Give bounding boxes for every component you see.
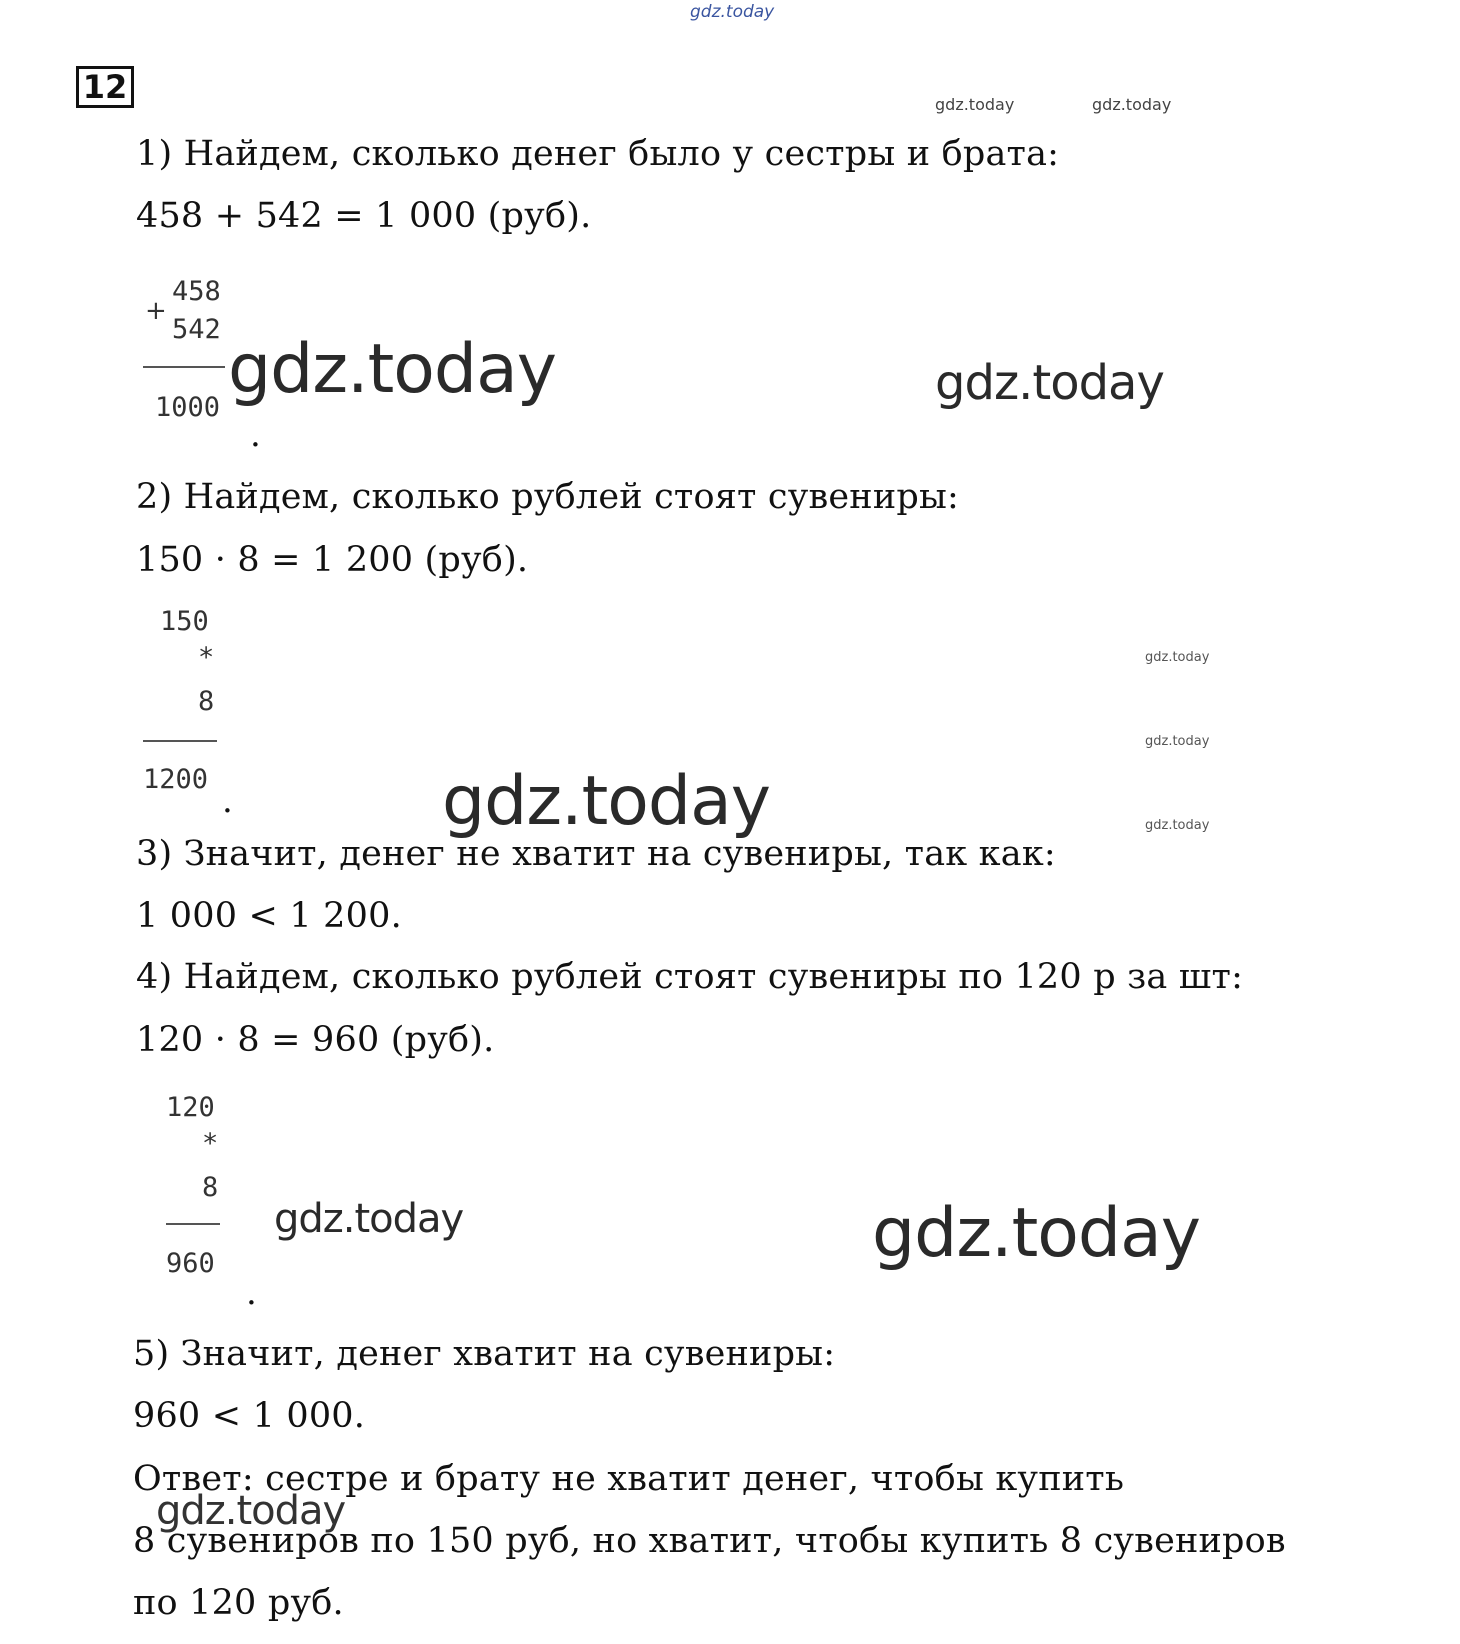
plus-sign: + [145,296,167,326]
step-4-expression: 120 · 8 = 960 (руб). [136,1020,495,1060]
addend-1: 458 [172,276,221,307]
answer-line-1: Ответ: сестре и брату не хватит денег, чтобы купить [133,1459,1125,1499]
step-1-expression: 458 + 542 = 1 000 (руб). [136,196,592,236]
watermark-tiny-3: gdz.today [1145,818,1210,833]
product-result-2: 960 [166,1248,215,1279]
watermark-tiny-2: gdz.today [1145,734,1210,749]
step-3-expression: 1 000 < 1 200. [136,896,402,936]
answer-line-2: 8 сувениров по 150 руб, но хватит, чтобы купить 8 сувениров [133,1521,1286,1561]
factor-4: 8 [202,1172,219,1203]
product-result-1: 1200 [143,764,209,795]
step-5-text: 5) Значит, денег хватит на сувениры: [133,1334,836,1374]
watermark-small-1: gdz.today [935,95,1015,114]
sum-result: 1000 [155,392,221,423]
dot-2: . [222,781,233,821]
watermark-tiny-1: gdz.today [1145,650,1210,665]
watermark-large-2: gdz.today [935,355,1164,411]
task-number: 12 [76,66,134,108]
factor-1: 150 [160,606,209,637]
watermark-top: gdz.today [690,2,775,22]
answer-line-3: по 120 руб. [133,1583,344,1623]
step-2-text: 2) Найдем, сколько рублей стоят сувениры: [136,477,960,517]
dot-3: . [246,1273,257,1313]
watermark-medium-1: gdz.today [274,1196,464,1242]
step-3-text: 3) Значит, денег не хватит на сувениры, так как: [136,834,1056,874]
product-line-2 [166,1223,220,1225]
sum-line [143,366,225,368]
watermark-large-1: gdz.today [228,330,556,409]
multiply-sign-2: * [202,1128,219,1159]
factor-2: 8 [198,686,215,717]
step-2-expression: 150 · 8 = 1 200 (руб). [136,540,529,580]
watermark-small-2: gdz.today [1092,95,1172,114]
step-1-text: 1) Найдем, сколько денег было у сестры и брата: [136,134,1060,174]
watermark-large-4: gdz.today [872,1194,1200,1273]
multiply-sign-1: * [198,642,215,673]
watermark-medium-2: gdz.today [156,1488,346,1534]
watermark-large-3: gdz.today [442,762,770,841]
step-4-text: 4) Найдем, сколько рублей стоят сувениры по 120 р за шт: [136,957,1244,997]
dot-1: . [250,415,261,455]
step-5-expression: 960 < 1 000. [133,1396,366,1436]
addend-2: 542 [172,314,221,345]
factor-3: 120 [166,1092,215,1123]
product-line-1 [143,740,217,742]
